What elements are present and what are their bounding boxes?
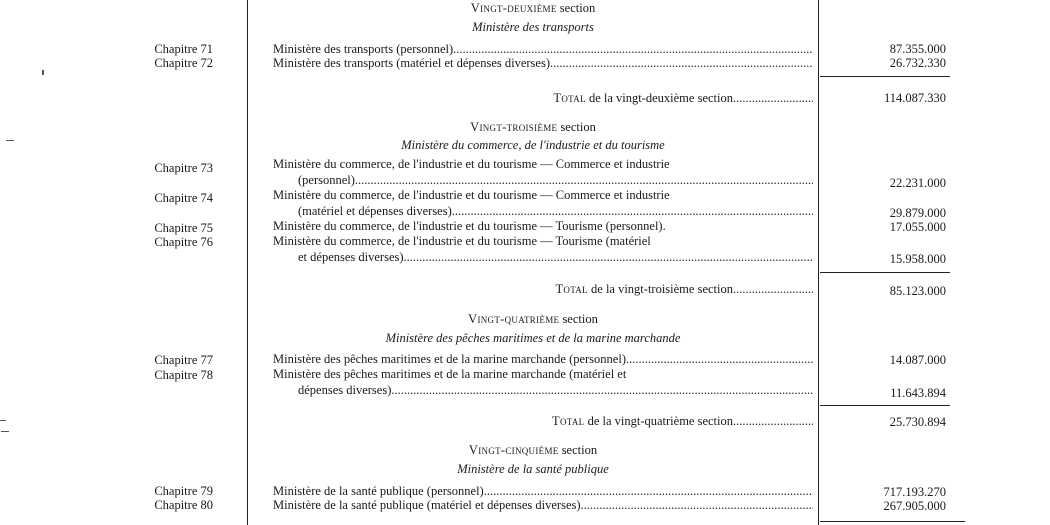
section-total-amount: 25.730.894 (889, 415, 946, 429)
subtotal-rule (820, 272, 950, 273)
chapter-label: Chapitre 77 (154, 353, 213, 367)
section-heading: Vingt-troisième section (470, 120, 596, 134)
line-description-cont: (personnel) ..... (298, 174, 813, 186)
scan-mark (1, 431, 9, 432)
line-description: Ministère du commerce, de l'industrie et du tourisme — Tourisme (matériel (273, 234, 651, 248)
ministry-title: Ministère du commerce, de l'industrie et du tourisme (401, 138, 665, 152)
line-description: Ministère du commerce, de l'industrie et du tourisme — Commerce et industrie (273, 157, 670, 171)
chapter-label: Chapitre 73 (154, 161, 213, 175)
section-heading: Vingt-cinquième section (468, 443, 598, 457)
line-description: Ministère de la santé publique (personnel) ..... (273, 485, 813, 497)
chapter-label: Chapitre 80 (154, 498, 213, 512)
line-amount: 267.905.000 (883, 499, 946, 513)
scan-mark (6, 140, 14, 141)
line-description-cont: dépenses diverses) ..... (298, 384, 813, 396)
chapter-label: Chapitre 78 (154, 368, 213, 382)
ministry-title: Ministère des transports (472, 20, 594, 34)
line-amount: 29.879.000 (889, 206, 946, 220)
section-heading: Vingt-deuxième section (470, 1, 596, 15)
chapter-label: Chapitre 76 (154, 235, 213, 249)
line-description: Ministère des transports (matériel et dépenses diverses) ..... (273, 57, 813, 69)
section-total-label: Total de la vingt-troisième section ..... (273, 283, 813, 295)
chapter-label: Chapitre 75 (154, 221, 213, 235)
section-heading: Vingt-quatrième section (468, 312, 598, 326)
chapter-label: Chapitre 79 (154, 484, 213, 498)
ministry-title: Ministère de la santé publique (457, 462, 609, 476)
line-amount: 11.643.894 (890, 386, 946, 400)
line-amount: 15.958.000 (889, 252, 946, 266)
scan-mark (0, 420, 6, 421)
line-description-cont: (matériel et dépenses diverses) ..... (298, 205, 813, 217)
section-total-label: Total de la vingt-deuxième section ..... (273, 92, 813, 104)
line-description-cont: et dépenses diverses) ..... (298, 251, 813, 263)
line-description: Ministère des transports (personnel) ..... (273, 43, 813, 55)
scan-mark (42, 70, 44, 75)
line-description: Ministère des pêches maritimes et de la marine marchande (matériel et (273, 367, 627, 381)
line-amount: 717.193.270 (883, 485, 946, 499)
ministry-title: Ministère des pêches maritimes et de la marine marchande (385, 331, 681, 345)
line-amount: 14.087.000 (889, 353, 946, 367)
section-total-amount: 114.087.330 (883, 91, 946, 105)
line-amount: 17.055.000 (889, 220, 946, 234)
chapter-label: Chapitre 72 (154, 56, 213, 70)
subtotal-rule (820, 76, 950, 77)
line-description: Ministère des pêches maritimes et de la marine marchande (personnel) ..... (273, 353, 813, 365)
chapter-label: Chapitre 71 (154, 42, 213, 56)
section-total-amount: 85.123.000 (889, 284, 946, 298)
line-amount: 87.355.000 (889, 42, 946, 56)
line-description: Ministère du commerce, de l'industrie et du tourisme — Commerce et industrie (273, 188, 670, 202)
chapter-label: Chapitre 74 (154, 191, 213, 205)
line-description: Ministère de la santé publique (matériel et dépenses diverses) ..... (273, 499, 813, 511)
line-amount: 22.231.000 (889, 176, 946, 190)
subtotal-rule (820, 521, 965, 522)
line-amount: 26.732.330 (889, 56, 946, 70)
subtotal-rule (820, 405, 950, 406)
right-column-rule (818, 0, 819, 525)
line-description: Ministère du commerce, de l'industrie et du tourisme — Tourisme (personnel). (273, 219, 666, 233)
section-total-label: Total de la vingt-quatrième section ..... (273, 415, 813, 427)
